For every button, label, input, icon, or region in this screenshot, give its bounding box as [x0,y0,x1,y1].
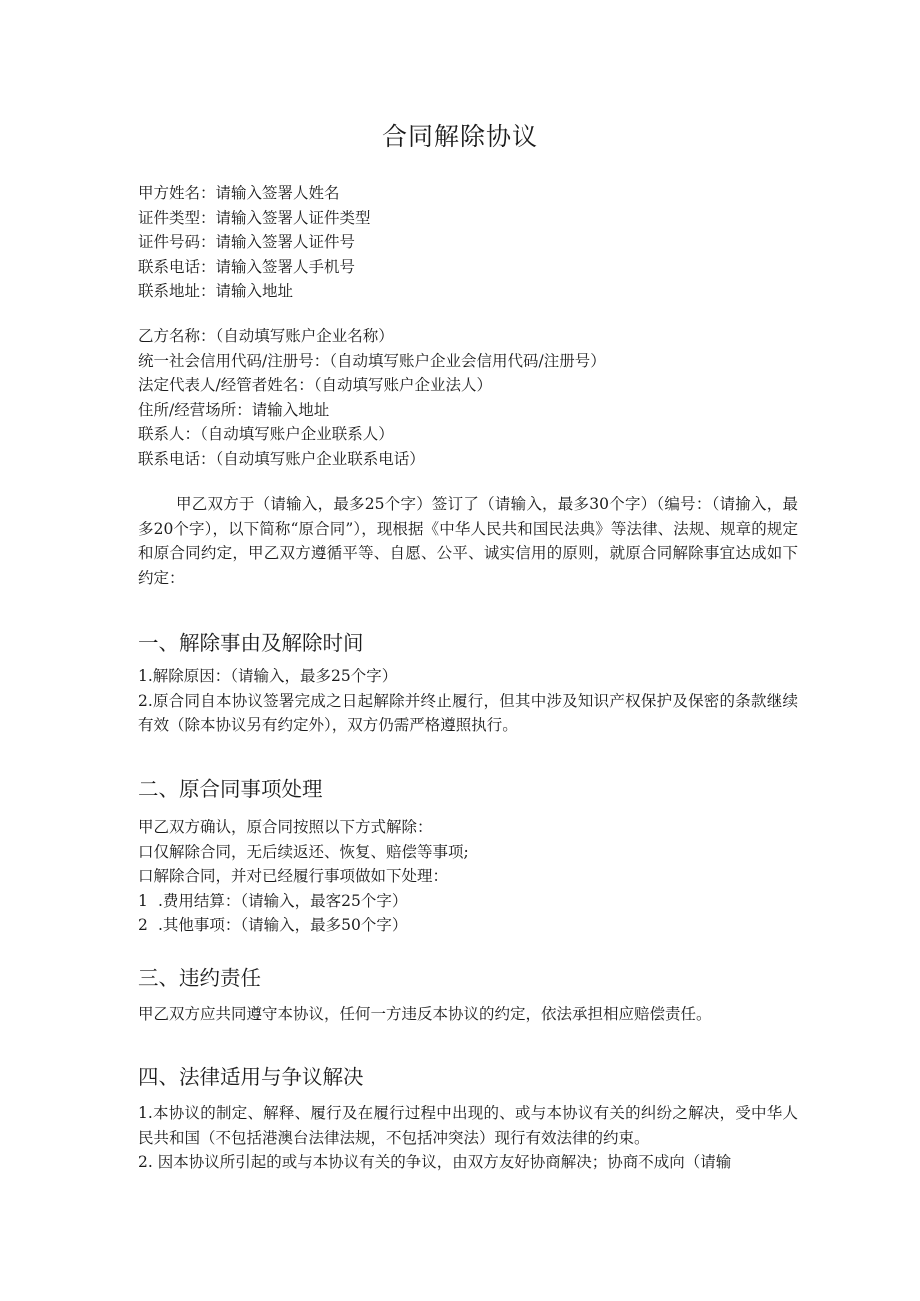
section-4-body [138,1101,798,1175]
party-b-legal-rep: 法定代表人/经管者姓名：（自动填写账户企业法人） [138,376,492,395]
party-a-id-type: 证件类型：请输入签署人证件类型 [138,208,371,227]
section-4-item-2: 2. 因本协议所引起的或与本协议有关的争议，由双方友好协商解决；协商不成向（请输 [138,1153,732,1172]
party-b-address: 住所/经营场所：请输入地址 [138,400,330,419]
party-b-phone: 联系电话：（自动填写账户企业联系电话） [138,449,425,468]
party-b-name: 乙方名称：（自动填写账户企业名称） [138,327,394,345]
section-1-item-2: 2.原合同自本协议签署完成之日起解除并终止履行，但其中涉及知识产权保护及保密的条款继续有效（除本协议另有约定外），双方仍需严格遵照执行。 [138,691,798,735]
sub-item-number: 1 [138,891,148,910]
section-3-body [138,1002,798,1027]
document-title: 合同解除协议 [381,122,538,151]
sub-item-other-matters [138,913,798,938]
party-a-name: 甲方姓名：请输入签署人姓名 [138,184,340,202]
party-a-phone: 联系电话：请输入签署人手机号 [138,257,356,276]
party-b-credit-code: 统一社会信用代码/注册号：（自动填写账户企业会信用代码/注册号） [138,351,606,370]
section-2-body [138,815,798,938]
party-a-id-number: 证件号码：请输入签署人证件号 [138,233,356,252]
section-1-heading: 一、解除事由及解除时间 [138,631,364,655]
party-a-info [138,181,798,304]
option-terminate-and-handle: 口解除合同，并对已经履行事项做如下处理： [138,867,449,886]
section-1-item-1: 1.解除原因：（请输入，最多25个字） [138,667,398,685]
sub-item-text: .费用结算：（请输入，最客25个字） [158,891,408,910]
section-2-heading: 二、原合同事项处理 [138,777,323,801]
option-terminate-only: 口仅解除合同，无后续返还、恢复、赔偿等事项; [138,842,469,861]
party-b-contact: 联系人：（自动填写账户企业联系人） [138,425,394,444]
party-b-info [138,324,798,472]
sub-item-text: .其他事项：（请输入，最多50个字） [158,916,408,935]
section-3-heading: 三、违约责任 [138,966,261,990]
section-2-intro: 甲乙双方确认，原合同按照以下方式解除： [138,818,433,836]
section-4-item-1: 1.本协议的制定、解释、履行及在履行过程中出现的、或与本协议有关的纠纷之解决，受中华人民共和国（不包括港澳台法律法规，不包括冲突法）现行有效法律的约束。 [138,1104,798,1147]
party-a-address: 联系地址：请输入地址 [138,282,294,301]
sub-item-number: 2 [138,916,148,935]
intro-paragraph: 甲乙双方于（请输入，最多25个字）签订了（请输入，最多30个字）（编号：（请揄入，最多20个字），以下简称“原合同”），现根据《中华人民共和国民法典》等法律、法规、规章的规定和原合同约定，甲乙双方遵循平等、自愿、公平、诚实信用的原则，就原合同解除事宜达成如下约定： [138,495,798,587]
sub-item-fee-settlement [138,889,798,914]
section-3-text: 甲乙双方应共同遵守本协议，任何一方违反本协议的约定，依法承担相应赔偿责任。 [138,1005,712,1023]
section-1-body [138,664,798,738]
section-4-heading: 四、法律适用与争议解决 [138,1065,364,1089]
